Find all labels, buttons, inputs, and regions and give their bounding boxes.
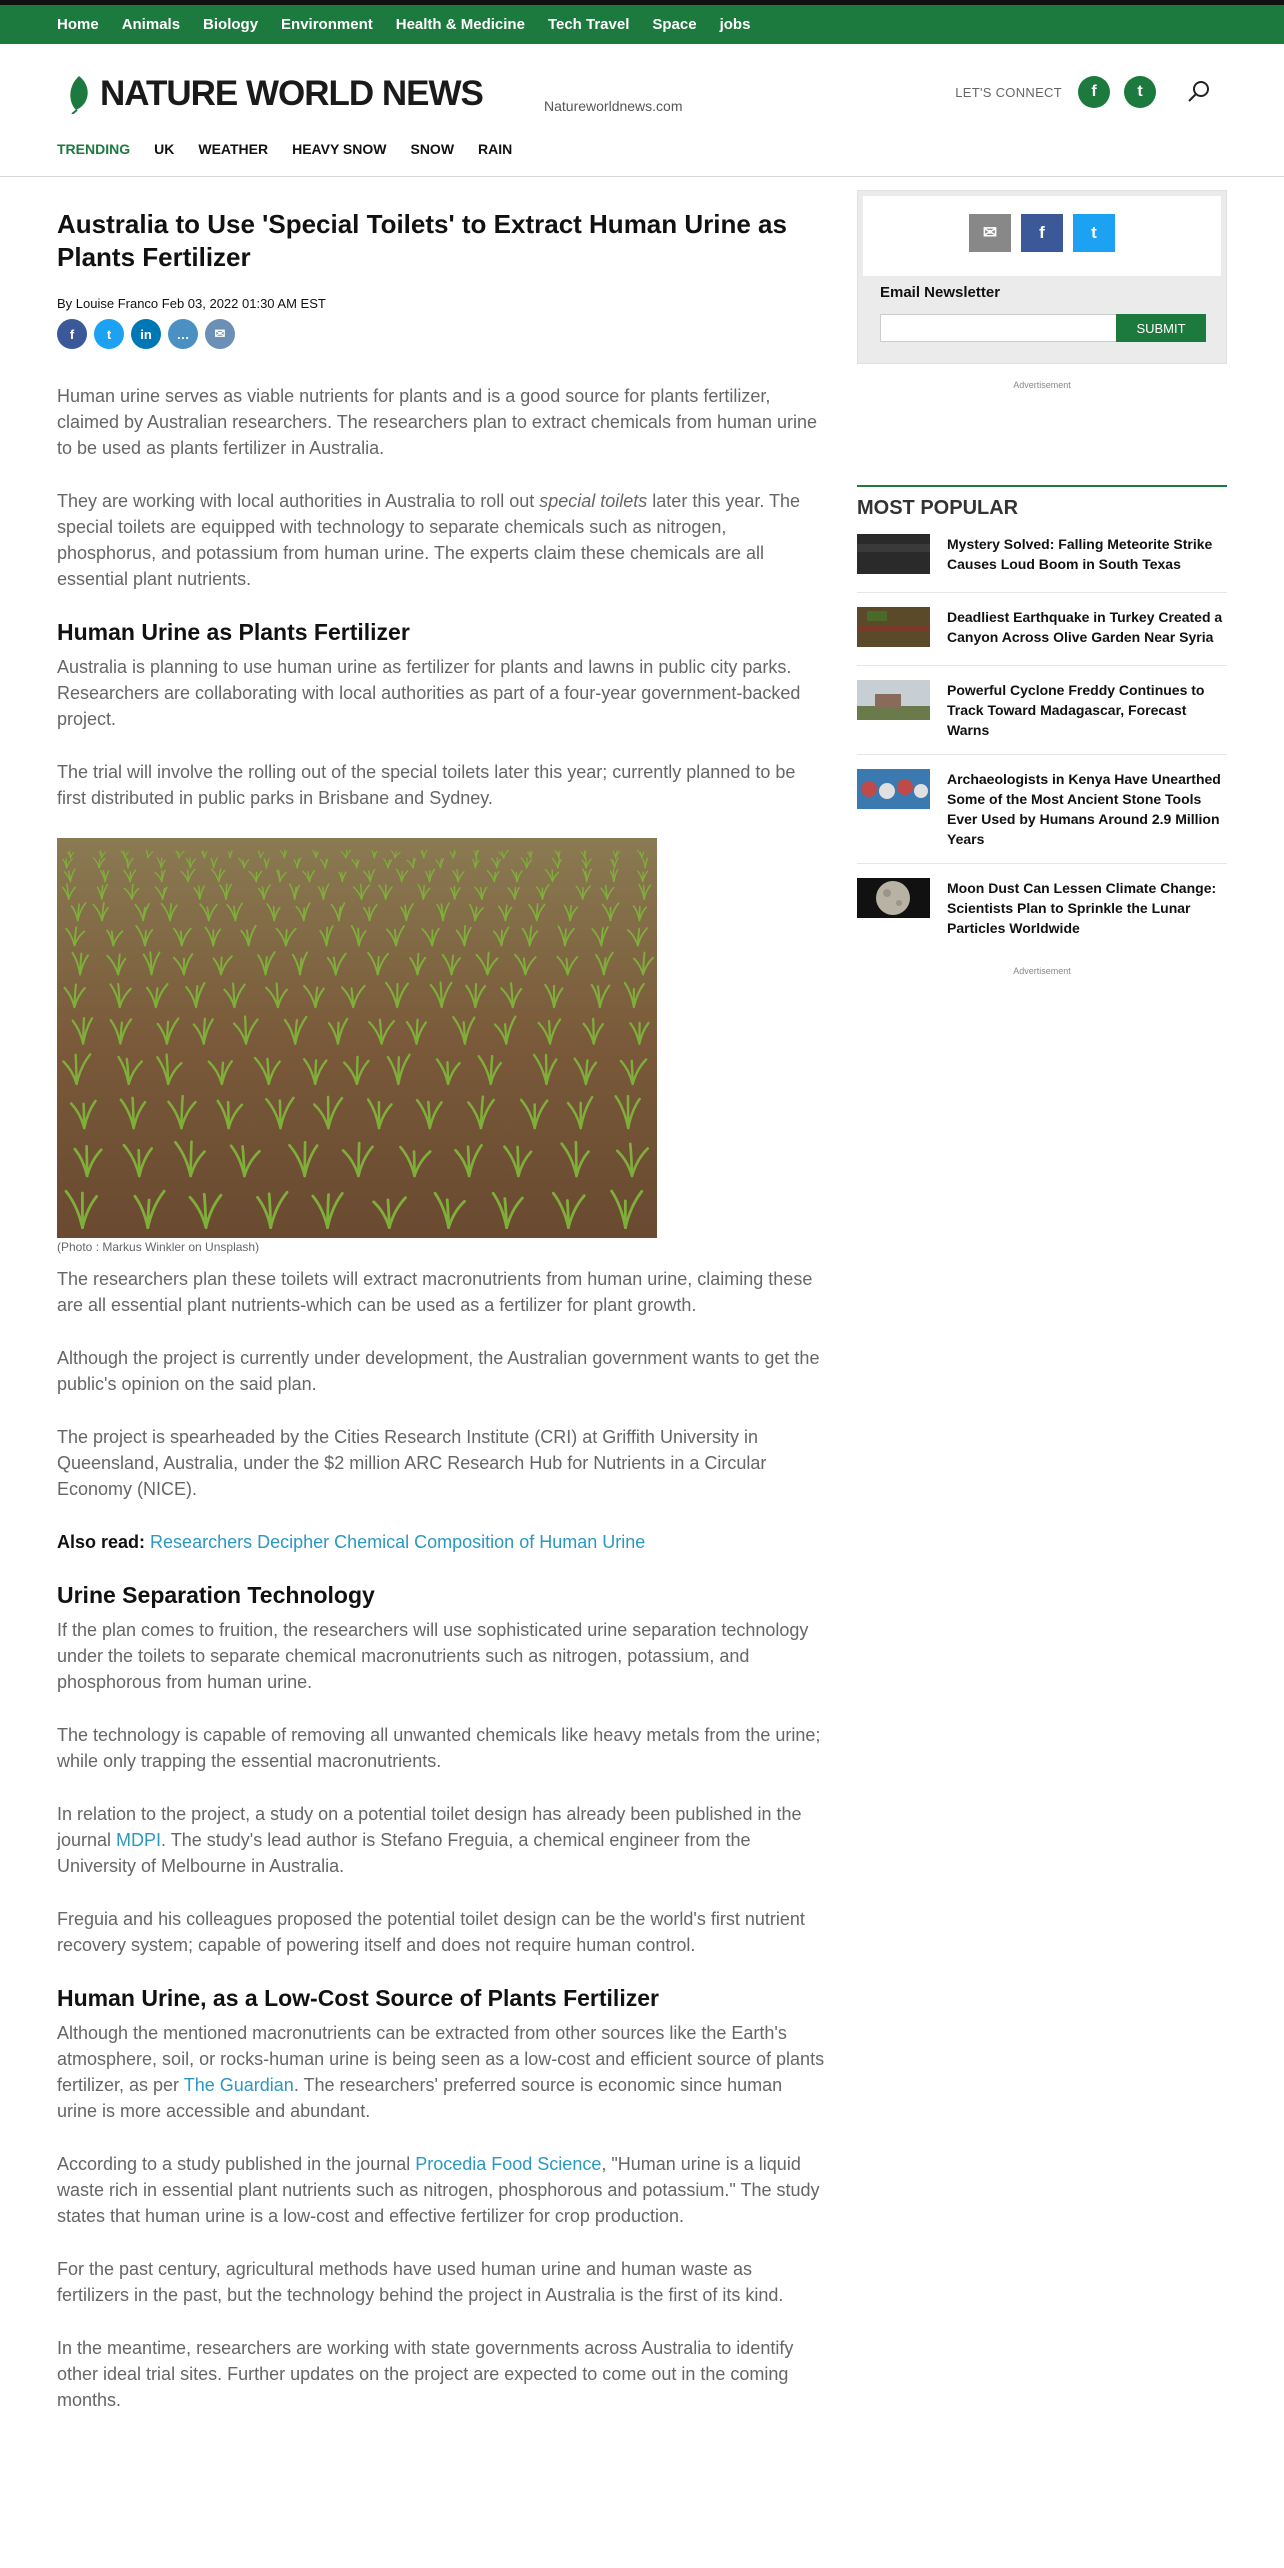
also-read-link[interactable]: Researchers Decipher Chemical Composition of Human Urine (150, 1532, 646, 1552)
popular-item[interactable] (857, 878, 1227, 952)
twitter-square-icon[interactable]: t (1073, 214, 1115, 252)
trending-item-snow[interactable]: SNOW (410, 141, 455, 157)
connect-label: LET'S CONNECT (955, 84, 1062, 100)
sprout-leaf (204, 1194, 206, 1227)
facebook-icon[interactable]: f (1078, 76, 1110, 108)
paragraph: The project is spearheaded by the Cities Research Institute (CRI) at Griffith University in Queensland, Australia, under the $2 million ARC Research Hub for Nutrients in a Circular Economy (NICE). (57, 1427, 767, 1499)
meteorite-thumbnail (857, 534, 930, 574)
search-icon[interactable] (1186, 79, 1212, 105)
newsletter-label: Email Newsletter (880, 284, 1001, 301)
mdpi-link[interactable]: MDPI (116, 1830, 162, 1850)
facebook-square-icon[interactable]: f (1021, 214, 1063, 252)
site-url: Natureworldnews.com (544, 98, 683, 114)
sprout-leaf (269, 1194, 271, 1228)
site-logo[interactable] (66, 74, 483, 114)
paragraph: In the meantime, researchers are working with state governments across Australia to identify other ideal trial sites. Further updates on the project are expected to come out in the coming months. (57, 2338, 794, 2410)
popular-item[interactable] (857, 769, 1227, 864)
cornfield-photo (57, 838, 657, 1238)
leaf-icon (66, 74, 92, 114)
nav-environment[interactable]: Environment (281, 16, 373, 33)
sprout-leaf (447, 1200, 448, 1228)
nav-space[interactable]: Space (652, 16, 697, 33)
sprout-leaf (505, 1199, 507, 1228)
paragraph: Australia is planning to use human urine as fertilizer for plants and lawns in public city parks. Researchers are collaborating with local authorities as part of a four-year government-backed project. (57, 657, 801, 729)
sidebar (857, 190, 1227, 976)
trending-bar (57, 141, 536, 157)
paragraph: According to a study published in the journal Procedia Food Science, "Human urine is a liquid waste rich in essential plant nutrients such as nitrogen, phosphorous and potassium." The study states that human urine is a low-cost and effective fertilizer for crop production. (57, 2154, 820, 2226)
also-read: Also read: Researchers Decipher Chemical Composition of Human Urine (57, 1532, 646, 1552)
nav-tech-travel[interactable]: Tech Travel (547, 16, 630, 33)
section-heading: Human Urine as Plants Fertilizer (57, 619, 410, 645)
guardian-link[interactable]: The Guardian (183, 2075, 294, 2095)
newsletter-submit-button[interactable]: SUBMIT (1116, 314, 1206, 342)
share-linkedin-icon[interactable]: in (131, 319, 161, 349)
sprout-leaf (233, 984, 234, 1008)
popular-item[interactable] (857, 534, 1227, 593)
most-popular-title: MOST POPULAR (857, 497, 1019, 519)
nav-animals[interactable]: Animals (121, 16, 181, 33)
advertisement-label: Advertisement (1013, 380, 1071, 390)
paragraph: For the past century, agricultural methods have used human urine and human waste as fertilizers in the past, but the technology behind the project in Australia is the first of its kind. (57, 2259, 784, 2305)
sprout-leaf (277, 983, 278, 1007)
stone-tools-thumbnail (857, 769, 930, 809)
newsletter-box (857, 190, 1227, 364)
share-comment-icon[interactable]: … (168, 319, 198, 349)
earthquake-thumbnail (857, 607, 930, 647)
mail-icon[interactable]: ✉ (969, 214, 1011, 252)
nav-health-medicine[interactable]: Health & Medicine (395, 16, 525, 33)
photo-caption: (Photo : Markus Winkler on Unsplash) (57, 1240, 260, 1254)
paragraph: In relation to the project, a study on a potential toilet design has already been published in the journal MDPI. The study's lead author is Stefano Freguia, a chemical engineer from the University of Melbourne in Australia. (57, 1804, 802, 1876)
popular-item-title: Archaeologists in Kenya Have Unearthed Some of the Most Ancient Stone Tools Ever Used by Humans Around 2.9 Million Years (947, 771, 1221, 847)
sprout-leaf (576, 1142, 577, 1176)
logo-text: NATURE WORLD NEWS (100, 74, 483, 113)
paragraph: Freguia and his colleagues proposed the potential toilet design can be the world's first nutrient recovery system; capable of powering itself and does not require human control. (57, 1909, 805, 1955)
trending-item-rain[interactable]: RAIN (478, 141, 513, 157)
sprout-leaf (76, 1055, 77, 1084)
sprout-leaf (518, 1147, 519, 1176)
newsletter-icons (863, 214, 1221, 252)
advertisement-label: Advertisement (1013, 966, 1071, 976)
twitter-icon[interactable]: t (1124, 76, 1156, 108)
site-header (0, 44, 1284, 177)
paragraph: Although the mentioned macronutrients can be extracted from other sources like the Earth's atmosphere, soil, or rocks-human urine is being seen as a low-cost and efficient source of plants fertilizer, as per The Guardian. The researchers' preferred source is economic since human urine is more accessible and abundant. (57, 2023, 825, 2121)
article-body (57, 383, 827, 2413)
sprout-leaf (245, 1017, 246, 1044)
byline: By Louise Franco Feb 03, 2022 01:30 AM EST (57, 296, 326, 311)
popular-item[interactable] (857, 607, 1227, 666)
paragraph: The researchers plan these toilets will extract macronutrients from human urine, claiming these are all essential plant nutrients-which can be used as a fertilizer for plant growth. (57, 1269, 813, 1315)
article-title: Australia to Use 'Special Toilets' to Extract Human Urine as Plants Fertilizer (57, 209, 787, 272)
share-email-icon[interactable]: ✉ (205, 319, 235, 349)
paragraph: The trial will involve the rolling out of the special toilets later this year; currently planned to be first distributed in public parks in Brisbane and Sydney. (57, 762, 796, 808)
share-twitter-icon[interactable]: t (94, 319, 124, 349)
procedia-link[interactable]: Procedia Food Science (415, 2154, 602, 2174)
paragraph: The technology is capable of removing all unwanted chemicals like heavy metals from the urine; while only trapping the essential macronutrients. (57, 1725, 821, 1771)
share-facebook-icon[interactable]: f (57, 319, 87, 349)
nav-biology[interactable]: Biology (203, 16, 259, 33)
nav-home[interactable]: Home (57, 16, 99, 33)
cyclone-thumbnail (857, 680, 930, 720)
paragraph: If the plan comes to fruition, the researchers will use sophisticated urine separation technology under the toilets to separate chemical macronutrients such as nitrogen, potassium, and phosphorous from human urine. (57, 1620, 809, 1692)
share-buttons (57, 319, 827, 349)
popular-item[interactable] (857, 680, 1227, 755)
trending-item-uk[interactable]: UK (154, 141, 175, 157)
paragraph: Although the project is currently under development, the Australian government wants to get the public's opinion on the said plan. (57, 1348, 820, 1394)
article-column (57, 208, 827, 2440)
paragraph: Human urine serves as viable nutrients for plants and is a good source for plants fertilizer, claimed by Australian researchers. The researchers plan to extract chemicals from human urine to be used as plants fertilizer in Australia. (57, 386, 818, 458)
popular-item-title: Powerful Cyclone Freddy Continues to Track Toward Madagascar, Forecast Warns (947, 682, 1205, 738)
trending-item-weather[interactable]: WEATHER (198, 141, 269, 157)
paragraph: They are working with local authorities in Australia to roll out special toilets later this year. The special toilets are equipped with technology to separate chemicals such as nitrogen, phosphorus, and potassium from human urine. The experts claim these chemicals are all essential plant nutrients. (57, 491, 801, 589)
popular-item-title: Mystery Solved: Falling Meteorite Strike Causes Loud Boom in South Texas (947, 536, 1213, 572)
social-connect (955, 76, 1212, 108)
trending-label: TRENDING (57, 141, 131, 157)
section-heading: Human Urine, as a Low-Cost Source of Plants Fertilizer (57, 1985, 659, 2011)
nav-jobs[interactable]: jobs (719, 16, 751, 33)
moon-thumbnail (857, 878, 930, 918)
main-nav (0, 5, 1284, 44)
section-heading: Urine Separation Technology (57, 1582, 375, 1608)
popular-item-title: Deadliest Earthquake in Turkey Created a Canyon Across Olive Garden Near Syria (947, 609, 1223, 645)
popular-item-title: Moon Dust Can Lessen Climate Change: Scientists Plan to Sprinkle the Lunar Particles Worldwide (947, 880, 1217, 936)
trending-item-heavy-snow[interactable]: HEAVY SNOW (292, 141, 387, 157)
most-popular (857, 485, 1227, 952)
